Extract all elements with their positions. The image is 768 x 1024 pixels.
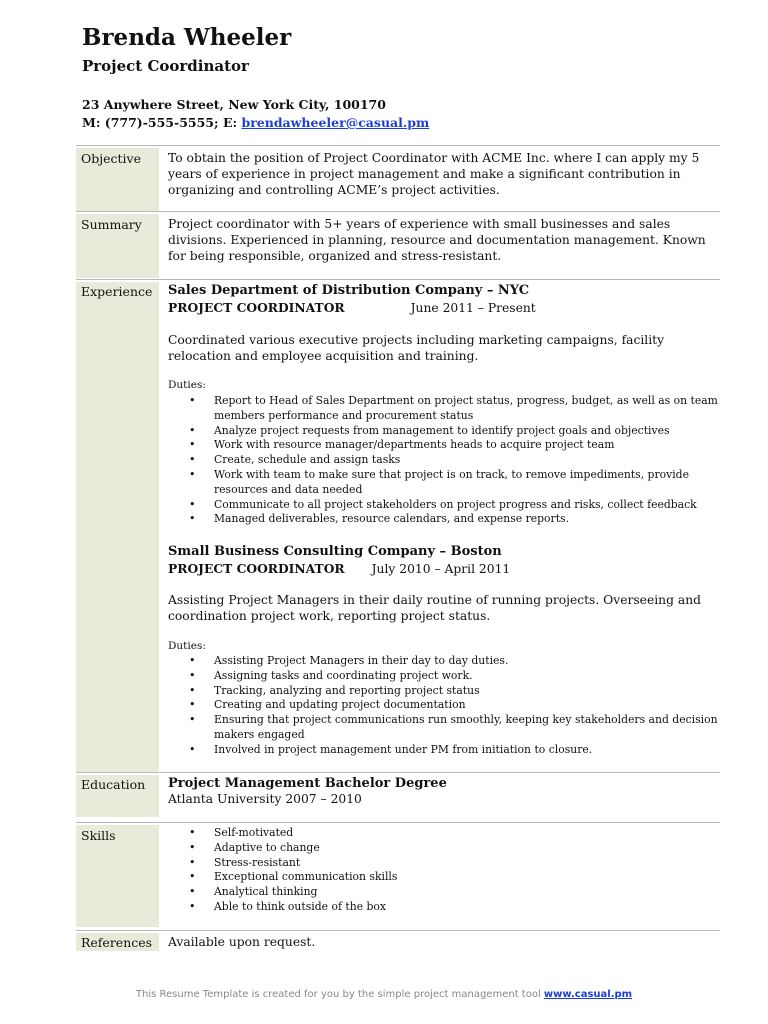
list-item: • Creating and updating project documentation <box>168 698 724 713</box>
list-item: • Report to Head of Sales Department on project status, progress, budget, as well as on team members performance and procurement status <box>168 394 724 424</box>
list-item: • Assigning tasks and coordinating project work. <box>168 669 724 684</box>
contact-line <box>82 115 429 130</box>
list-item: • Assisting Project Managers in their day to day duties. <box>168 654 724 669</box>
footer <box>0 989 768 1000</box>
job-2-role-line <box>168 561 510 576</box>
section-divider <box>76 279 720 280</box>
section-divider <box>76 822 720 823</box>
list-item: • Create, schedule and assign tasks <box>168 453 724 468</box>
education-label: Education <box>81 777 146 792</box>
phone-text: M: (777)-555-5555; E: <box>82 115 242 130</box>
footer-link[interactable]: www.casual.pm <box>543 989 633 1000</box>
job-2-role: PROJECT COORDINATOR <box>168 561 345 576</box>
summary-text: Project coordinator with 5+ years of experience with small businesses and sales divisions. Experienced in planning, resource and documentation management. Known for being responsible, organized and stress-resistant. <box>168 217 706 263</box>
references-label: References <box>81 935 153 950</box>
address: 23 Anywhere Street, New York City, 100170 <box>82 97 386 112</box>
list-item: • Managed deliverables, resource calendars, and expense reports. <box>168 512 724 527</box>
job-1-description: Coordinated various executive projects including marketing campaigns, facility relocation and employee acquisition and training. <box>168 333 665 363</box>
objective-label: Objective <box>81 151 142 166</box>
job-1-duties-label: Duties: <box>168 379 206 391</box>
list-item: • Ensuring that project communications run smoothly, keeping key stakeholders and decision makers engaged <box>168 713 724 743</box>
job-1-duties-list <box>168 394 724 527</box>
objective-text: To obtain the position of Project Coordinator with ACME Inc. where I can apply my 5 years of experience in project management and make a significant contribution in organizing and controlling ACME’s project activities. <box>168 151 700 197</box>
job-1-company: Sales Department of Distribution Company – NYC <box>168 283 530 298</box>
footer-text: This Resume Template is created for you by the simple project management tool <box>135 989 544 1000</box>
candidate-title: Project Coordinator <box>82 57 249 75</box>
list-item: • Work with team to make sure that project is on track, to remove impediments, provide resources and data needed <box>168 468 724 498</box>
summary-label: Summary <box>81 217 142 232</box>
list-item: • Exceptional communication skills <box>168 870 724 885</box>
education-school: Atlanta University 2007 – 2010 <box>168 792 362 806</box>
list-item: • Involved in project management under PM from initiation to closure. <box>168 743 724 758</box>
section-divider <box>76 772 720 773</box>
experience-label-cell <box>76 282 159 772</box>
skills-list <box>168 826 724 915</box>
job-1-role: PROJECT COORDINATOR <box>168 300 345 315</box>
list-item: • Analyze project requests from management to identify project goals and objectives <box>168 424 724 439</box>
section-divider <box>76 211 720 212</box>
skills-label: Skills <box>81 828 116 843</box>
candidate-name: Brenda Wheeler <box>82 24 292 51</box>
job-1-dates: June 2011 – Present <box>410 301 536 315</box>
job-2-duties-list <box>168 654 724 758</box>
list-item: • Work with resource manager/departments heads to acquire project team <box>168 438 724 453</box>
job-2-dates: July 2010 – April 2011 <box>371 562 511 576</box>
job-2-duties-label: Duties: <box>168 640 206 652</box>
references-text: Available upon request. <box>168 935 316 949</box>
experience-label: Experience <box>81 284 153 299</box>
list-item: • Able to think outside of the box <box>168 900 724 915</box>
list-item: • Adaptive to change <box>168 841 724 856</box>
job-1-role-line <box>168 300 536 315</box>
email-link[interactable]: brendawheeler@casual.pm <box>241 115 430 130</box>
list-item: • Self-motivated <box>168 826 724 841</box>
job-2-description: Assisting Project Managers in their daily routine of running projects. Overseeing and coordination project work, reporting project status. <box>168 593 701 623</box>
list-item: • Tracking, analyzing and reporting project status <box>168 684 724 699</box>
list-item: • Stress-resistant <box>168 856 724 871</box>
section-divider <box>76 145 720 146</box>
list-item: • Analytical thinking <box>168 885 724 900</box>
section-divider <box>76 930 720 931</box>
job-2-company: Small Business Consulting Company – Boston <box>168 544 502 559</box>
list-item: • Communicate to all project stakeholders on project progress and risks, collect feedback <box>168 498 724 513</box>
education-degree: Project Management Bachelor Degree <box>168 776 447 791</box>
